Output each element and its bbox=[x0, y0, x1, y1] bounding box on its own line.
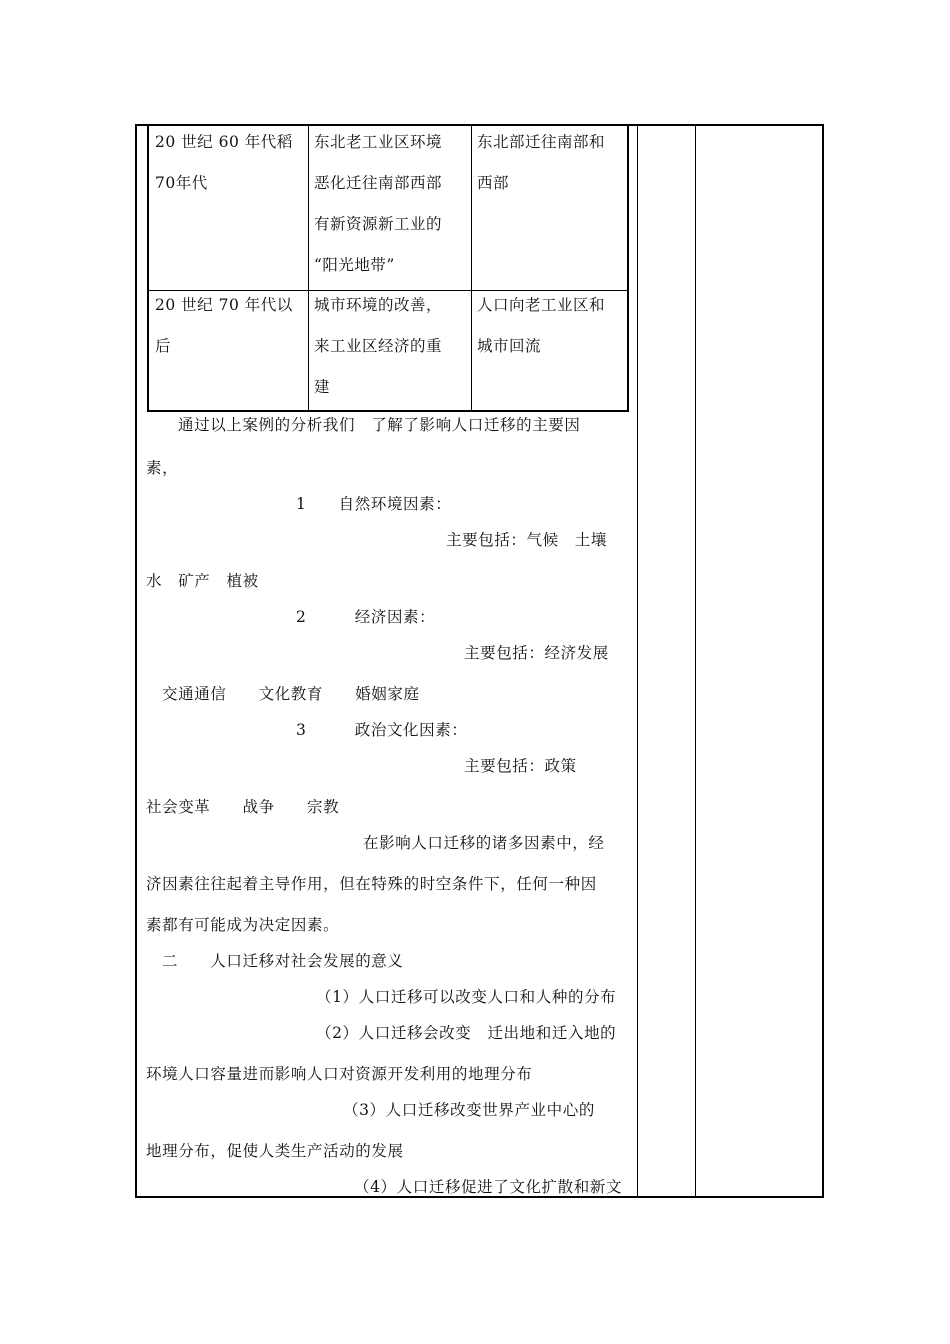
column-divider bbox=[695, 126, 696, 1196]
factor-detail: 主要包括：经济发展 bbox=[464, 644, 609, 662]
cell-text: 后 bbox=[155, 337, 172, 355]
table-cell-cause bbox=[308, 122, 471, 286]
factor-heading: 2 经济因素： bbox=[296, 608, 436, 626]
cell-text: 东北老工业区环境 bbox=[314, 133, 443, 151]
list-item-continuation: 地理分布，促使人类生产活动的发展 bbox=[146, 1142, 404, 1160]
paragraph-line: 在影响人口迁移的诸多因素中，经 bbox=[363, 834, 605, 852]
cell-text: 城市环境的改善， bbox=[314, 296, 443, 314]
cell-text: 来工业区经济的重 bbox=[314, 337, 443, 355]
factor-detail: 主要包括：气候 土壤 bbox=[446, 531, 608, 549]
cell-text: 建 bbox=[314, 378, 331, 396]
migration-case-table bbox=[147, 126, 629, 412]
cell-text: 20 世纪 70 年代以 bbox=[155, 296, 293, 314]
list-item: （4）人口迁移促进了文化扩散和新文 bbox=[354, 1178, 623, 1196]
table-cell-period bbox=[149, 285, 308, 367]
cell-text: 有新资源新工业的 bbox=[314, 215, 443, 233]
list-item: （3）人口迁移改变世界产业中心的 bbox=[343, 1101, 595, 1119]
factor-detail: 交通通信 文化教育 婚姻家庭 bbox=[162, 685, 420, 703]
factor-detail: 水 矿产 植被 bbox=[146, 572, 259, 590]
list-item-continuation: 环境人口容量进而影响人口对资源开发利用的地理分布 bbox=[146, 1065, 533, 1083]
cell-text: 西部 bbox=[477, 174, 510, 192]
factor-detail: 主要包括：政策 bbox=[464, 757, 577, 775]
paragraph-line: 济因素往往起着主导作用，但在特殊的时空条件下，任何一种因 bbox=[146, 875, 597, 893]
paragraph-line: 通过以上案例的分析我们 了解了影响人口迁移的主要因 bbox=[178, 416, 581, 434]
table-cell-direction bbox=[471, 122, 629, 204]
cell-text: 东北部迁往南部和 bbox=[477, 133, 606, 151]
cell-text: 城市回流 bbox=[477, 337, 542, 355]
paragraph-line: 素， bbox=[146, 459, 179, 477]
factor-heading: 3 政治文化因素： bbox=[296, 721, 468, 739]
cell-text: 恶化迁往南部西部 bbox=[314, 174, 443, 192]
list-item: （2）人口迁移会改变 迁出地和迁入地的 bbox=[316, 1024, 617, 1042]
column-divider bbox=[637, 126, 638, 1196]
table-cell-cause bbox=[308, 285, 471, 408]
table-cell-direction bbox=[471, 285, 629, 367]
cell-text: 70年代 bbox=[155, 174, 208, 192]
section-heading: 二 人口迁移对社会发展的意义 bbox=[162, 952, 404, 970]
table-cell-period bbox=[149, 122, 308, 204]
cell-text: “阳光地带” bbox=[314, 256, 395, 274]
cell-text: 人口向老工业区和 bbox=[477, 296, 606, 314]
factor-heading: 1 自然环境因素： bbox=[296, 495, 452, 513]
list-item: （1）人口迁移可以改变人口和人种的分布 bbox=[316, 988, 617, 1006]
factor-detail: 社会变革 战争 宗教 bbox=[146, 798, 340, 816]
cell-text: 20 世纪 60 年代稻 bbox=[155, 133, 293, 151]
paragraph-line: 素都有可能成为决定因素。 bbox=[146, 916, 340, 934]
